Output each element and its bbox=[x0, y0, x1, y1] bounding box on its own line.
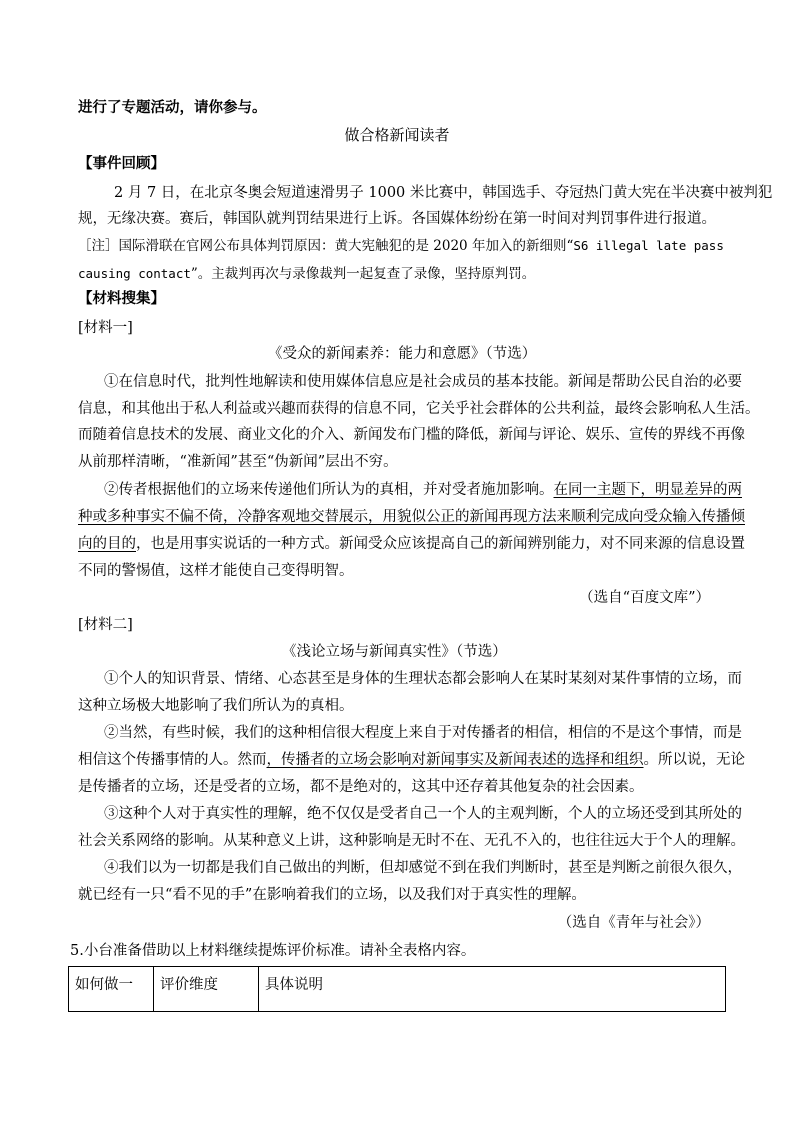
table-header-cell: 评价维度 bbox=[154, 967, 259, 1012]
underlined-passage: ，传播者的立场会影响对新闻事实及新闻表述的选择和组织 bbox=[266, 752, 644, 768]
material1-line: 而随着信息技术的发展、商业文化的介入、新闻发布门槛的降低，新闻与评论、娱乐、宣传的界线不再像 bbox=[78, 427, 745, 443]
event-paragraph-line: 2 月 7 日，在北京冬奥会短道速滑男子 1000 米比赛中，韩国选手、夺冠热门黄大宪在半决赛中被判犯 bbox=[114, 185, 773, 201]
intro-text: 进行了专题活动，请你参与。 bbox=[78, 99, 267, 116]
material2-line: 是传播者的立场，还是受者的立场，都不是绝对的，这其中还存着其他复杂的社会因素。 bbox=[78, 779, 644, 795]
table-header-cell: 如何做一 bbox=[69, 967, 154, 1012]
material1-line: 不同的警惕值，这样才能使自己变得明智。 bbox=[78, 563, 354, 579]
material2-line: ②当然，有些时候，我们的这种相信很大程度上来自于对传播者的相信，相信的不是这个事情，而是 bbox=[104, 725, 742, 741]
material1-source: （选自“百度文库”） bbox=[579, 590, 710, 606]
event-paragraph-line: 规，无缘决赛。赛后，韩国队就判罚结果进行上诉。各国媒体纷纷在第一时间对判罚事件进行报道。 bbox=[78, 211, 716, 227]
material2-line: ③这种个人对于真实性的理解，绝不仅仅是受者自己一个人的主观判断，个人的立场还受到其所处的 bbox=[104, 806, 742, 822]
underlined-passage: 种或多种事实不偏不倚，冷静客观地交替展示，用貌似公正的新闻再现方法来顺利完成向受众输入传播倾 bbox=[78, 509, 745, 525]
material1-line: 信息，和其他出于私人利益或兴趣而获得的信息不同，它关乎社会群体的公共利益，最终会影响私人生活。 bbox=[78, 401, 760, 417]
table-header-row bbox=[69, 967, 726, 1012]
event-note-line: causing contact”。主裁判再次与录像裁判一起复查了录像，坚持原判罚。 bbox=[78, 266, 536, 282]
material2-line: 社会关系网络的影响。从某种意义上讲，这种影响是无时不在、无孔不入的，也往往远大于个人的理解。 bbox=[78, 833, 745, 849]
material2-label: [材料二] bbox=[78, 617, 133, 633]
material1-line: ①在信息时代，批判性地解读和使用媒体信息应是社会成员的基本技能。新闻是帮助公民自治的必要 bbox=[104, 374, 742, 390]
material2-line: ①个人的知识背景、情绪、心态甚至是身体的生理状态都会影响人在某时某刻对某件事情的立场，而 bbox=[104, 671, 742, 687]
document-title: 做合格新闻读者 bbox=[344, 126, 450, 144]
material1-title: 《受众的新闻素养：能力和意愿》（节选） bbox=[268, 346, 537, 362]
material2-line: 就已经有一只“看不见的手”在影响着我们的立场，以及我们对于真实性的理解。 bbox=[78, 887, 586, 903]
material2-line: ④我们以为一切都是我们自己做出的判断，但却感觉不到在我们判断时，甚至是判断之前很久很久， bbox=[104, 860, 742, 876]
material1-line: 向的目的，也是用事实说话的一种方式。新闻受众应该提高自己的新闻辨别能力，对不同来源的信息设置 bbox=[78, 536, 745, 552]
event-review-heading: 【事件回顾】 bbox=[78, 155, 165, 172]
material2-line: 相信这个传播事情的人。然而，传播者的立场会影响对新闻事实及新闻表述的选择和组织。所以说，无论 bbox=[78, 752, 745, 768]
material2-source: （选自《青年与社会》） bbox=[557, 915, 710, 931]
underlined-passage: 在同一主题下，明显差异的两 bbox=[553, 482, 742, 498]
material2-line: 这种立场极大地影响了我们所认为的真相。 bbox=[78, 698, 354, 714]
evaluation-table bbox=[68, 966, 726, 1012]
material1-label: [材料一] bbox=[78, 320, 133, 336]
question-text: 5.小台准备借助以上材料继续提炼评价标准。请补全表格内容。 bbox=[70, 943, 476, 959]
table-header-cell: 具体说明 bbox=[259, 967, 726, 1012]
event-note-line: ［注］国际滑联在官网公布具体判罚原因：黄大宪触犯的是 2020 年加入的新细则“S6 illegal late pass bbox=[78, 238, 724, 254]
material1-line: ②传者根据他们的立场来传递他们所认为的真相，并对受者施加影响。在同一主题下，明显差异的两 bbox=[104, 482, 742, 498]
materials-heading: 【材料搜集】 bbox=[78, 290, 165, 307]
underlined-passage: 向的目的 bbox=[78, 536, 136, 552]
material2-title: 《浅论立场与新闻真实性》（节选） bbox=[282, 644, 507, 660]
material1-line: 从前那样清晰，“准新闻”甚至“伪新闻”层出不穷。 bbox=[78, 454, 398, 470]
